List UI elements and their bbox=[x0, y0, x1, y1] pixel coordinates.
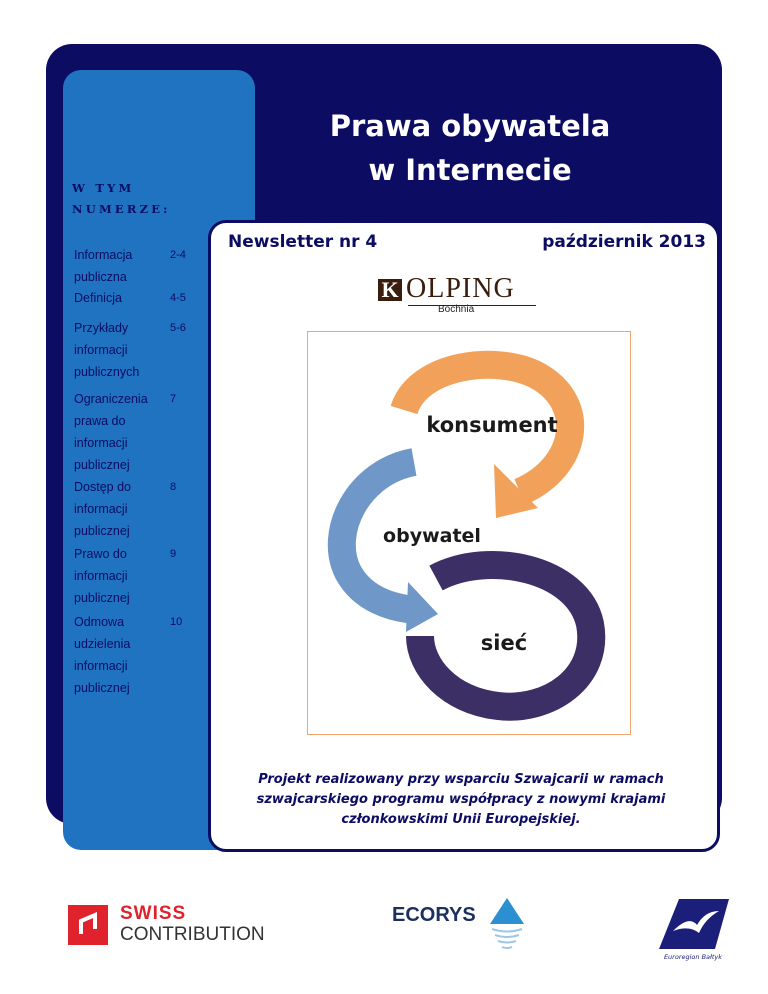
kolping-mark: K bbox=[378, 279, 402, 301]
ecorys-logo bbox=[392, 896, 528, 952]
siec-label: sieć bbox=[480, 631, 528, 655]
toc-item-label: Odmowa udzielenia informacji publicznej bbox=[74, 615, 131, 695]
toc-item-pages: 10 bbox=[170, 616, 183, 628]
swiss-logo-bottom: CONTRIBUTION bbox=[120, 924, 265, 945]
toc-heading bbox=[72, 178, 242, 220]
kolping-wordmark: OLPING bbox=[406, 273, 515, 304]
toc-item-pages: 8 bbox=[170, 481, 177, 493]
euroregion-logo bbox=[653, 897, 733, 961]
toc-item-label: Dostęp do informacji publicznej bbox=[74, 480, 131, 538]
cycle-diagram-svg bbox=[308, 332, 629, 733]
toc-item-pages: 9 bbox=[170, 548, 177, 560]
toc-item-label: Informacja publiczna bbox=[74, 248, 133, 284]
toc-item-label: Przykłady informacji publicznych bbox=[74, 321, 140, 379]
toc-item-pages: 2-4 bbox=[170, 249, 186, 261]
toc-item-label: Prawo do informacji publicznej bbox=[74, 547, 130, 605]
toc-item-pages: 4-5 bbox=[170, 292, 186, 304]
obywatel-arrowhead bbox=[406, 582, 438, 632]
toc-item-label: Definicja bbox=[74, 291, 122, 305]
swiss-square-icon bbox=[68, 905, 108, 945]
toc-item-pages: 5-6 bbox=[170, 322, 186, 334]
ecorys-wordmark: ECORYS bbox=[392, 904, 476, 926]
euroregion-caption: Euroregion Bałtyk bbox=[663, 953, 723, 961]
kolping-subtitle: Bochnia bbox=[438, 304, 475, 315]
obywatel-label: obywatel bbox=[383, 525, 481, 547]
project-note: Projekt realizowany przy wsparciu Szwajcarii w ramach szwajcarskiego programu współpracy z nowymi krajami członkowskimi Unii Europejskiej. bbox=[256, 772, 666, 827]
swiss-contribution-logo bbox=[68, 905, 278, 945]
page-title bbox=[300, 104, 640, 192]
kolping-logo bbox=[378, 271, 538, 315]
konsument-label: konsument bbox=[426, 413, 558, 437]
toc-heading-line-1: W TYM bbox=[72, 181, 135, 195]
swiss-logo-top: SWISS bbox=[120, 903, 187, 924]
toc-item-label: Ograniczenia prawa do informacji publicznej bbox=[74, 392, 148, 472]
euroregion-seagull-icon bbox=[653, 897, 733, 961]
title-line-1: Prawa obywatela bbox=[329, 109, 611, 143]
title-line-2: w Internecie bbox=[368, 153, 572, 187]
newsletter-date: październik 2013 bbox=[542, 232, 706, 252]
newsletter-number: Newsletter nr 4 bbox=[228, 232, 378, 252]
toc-heading-line-2: NUMERZE: bbox=[72, 202, 171, 216]
cycle-diagram bbox=[307, 331, 631, 735]
ecorys-triangle-icon bbox=[488, 896, 526, 952]
toc-item-pages: 7 bbox=[170, 393, 177, 405]
